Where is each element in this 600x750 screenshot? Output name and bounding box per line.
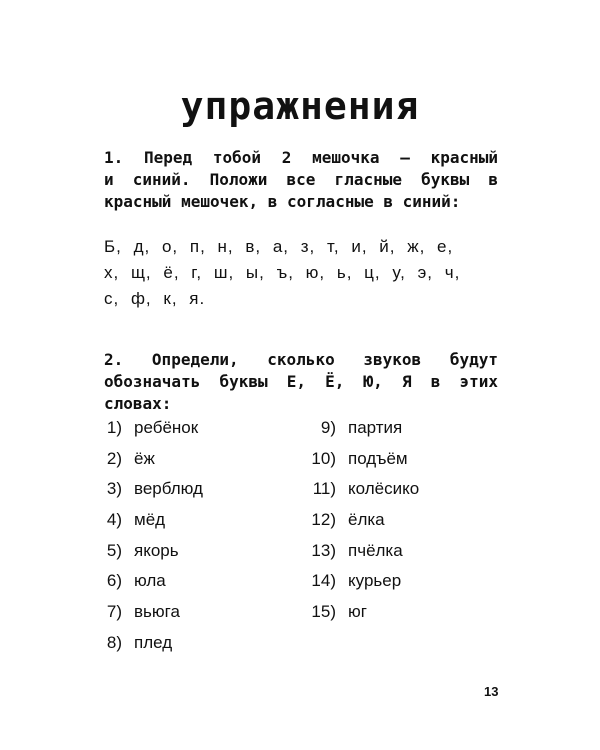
word-number: 4) xyxy=(106,510,122,530)
word-text: подъём xyxy=(348,448,408,468)
word-item xyxy=(104,510,203,541)
word-text: ребёнок xyxy=(134,418,199,437)
word-text: якорь xyxy=(134,540,179,560)
word-number: 8) xyxy=(106,632,122,652)
word-item xyxy=(308,418,419,449)
letters-row: х, щ, ё, г, ш, ы, ъ, ю, ь, ц, у, э, ч, xyxy=(104,263,461,282)
word-number: 14) xyxy=(311,571,336,591)
word-item xyxy=(308,541,419,572)
task-2-line: 2. Определи, сколько звуков будут xyxy=(104,350,498,369)
word-number: 3) xyxy=(106,479,122,499)
word-item xyxy=(104,541,203,572)
word-text: колёсико xyxy=(348,479,420,499)
word-item xyxy=(104,449,203,480)
word-item xyxy=(104,602,203,633)
word-number: 1) xyxy=(106,418,122,437)
task-2-line: словах: xyxy=(104,394,172,413)
word-list-left xyxy=(104,418,203,664)
page-title: упражнения xyxy=(180,84,420,128)
word-text: курьер xyxy=(348,571,402,591)
word-number: 5) xyxy=(106,540,122,560)
task-1-line: и синий. Положи все гласные буквы в xyxy=(104,170,498,189)
word-text: ёж xyxy=(134,448,155,468)
word-text: плед xyxy=(134,632,173,652)
word-text: ёлка xyxy=(348,510,385,530)
word-list-right xyxy=(308,418,419,633)
word-item xyxy=(308,479,419,510)
word-text: партия xyxy=(348,418,403,437)
word-item xyxy=(104,418,203,449)
word-text: юг xyxy=(348,602,367,622)
word-number: 11) xyxy=(312,479,336,499)
letters-row: с, ф, к, я. xyxy=(104,289,206,308)
word-item xyxy=(308,510,419,541)
word-text: юла xyxy=(134,571,166,591)
word-item xyxy=(308,602,419,633)
letters-row: Б, д, о, п, н, в, а, з, т, и, й, ж, е, xyxy=(104,237,454,256)
word-item xyxy=(308,571,419,602)
page-number: 13 xyxy=(484,684,499,699)
word-item xyxy=(308,449,419,480)
word-item xyxy=(104,479,203,510)
word-number: 12) xyxy=(311,510,336,530)
word-text: пчёлка xyxy=(348,540,403,560)
task-1-line: красный мешочек, в согласные в синий: xyxy=(104,192,461,211)
word-number: 7) xyxy=(106,602,122,622)
task-1-instruction xyxy=(104,147,498,213)
task-1-line: 1. Перед тобой 2 мешочка — красный xyxy=(104,148,498,167)
word-number: 6) xyxy=(106,571,122,591)
letters-list xyxy=(104,234,498,312)
word-text: вьюга xyxy=(134,602,180,622)
word-number: 2) xyxy=(106,448,122,468)
word-number: 13) xyxy=(311,540,336,560)
word-number: 9) xyxy=(320,418,336,437)
word-item xyxy=(104,571,203,602)
word-text: мёд xyxy=(134,510,166,530)
word-number: 10) xyxy=(311,448,336,468)
task-2-line: обозначать буквы Е, Ё, Ю, Я в этих xyxy=(104,372,498,391)
word-number: 15) xyxy=(311,602,336,622)
task-2-instruction xyxy=(104,349,498,415)
word-text: верблюд xyxy=(134,479,203,499)
word-item xyxy=(104,633,203,664)
